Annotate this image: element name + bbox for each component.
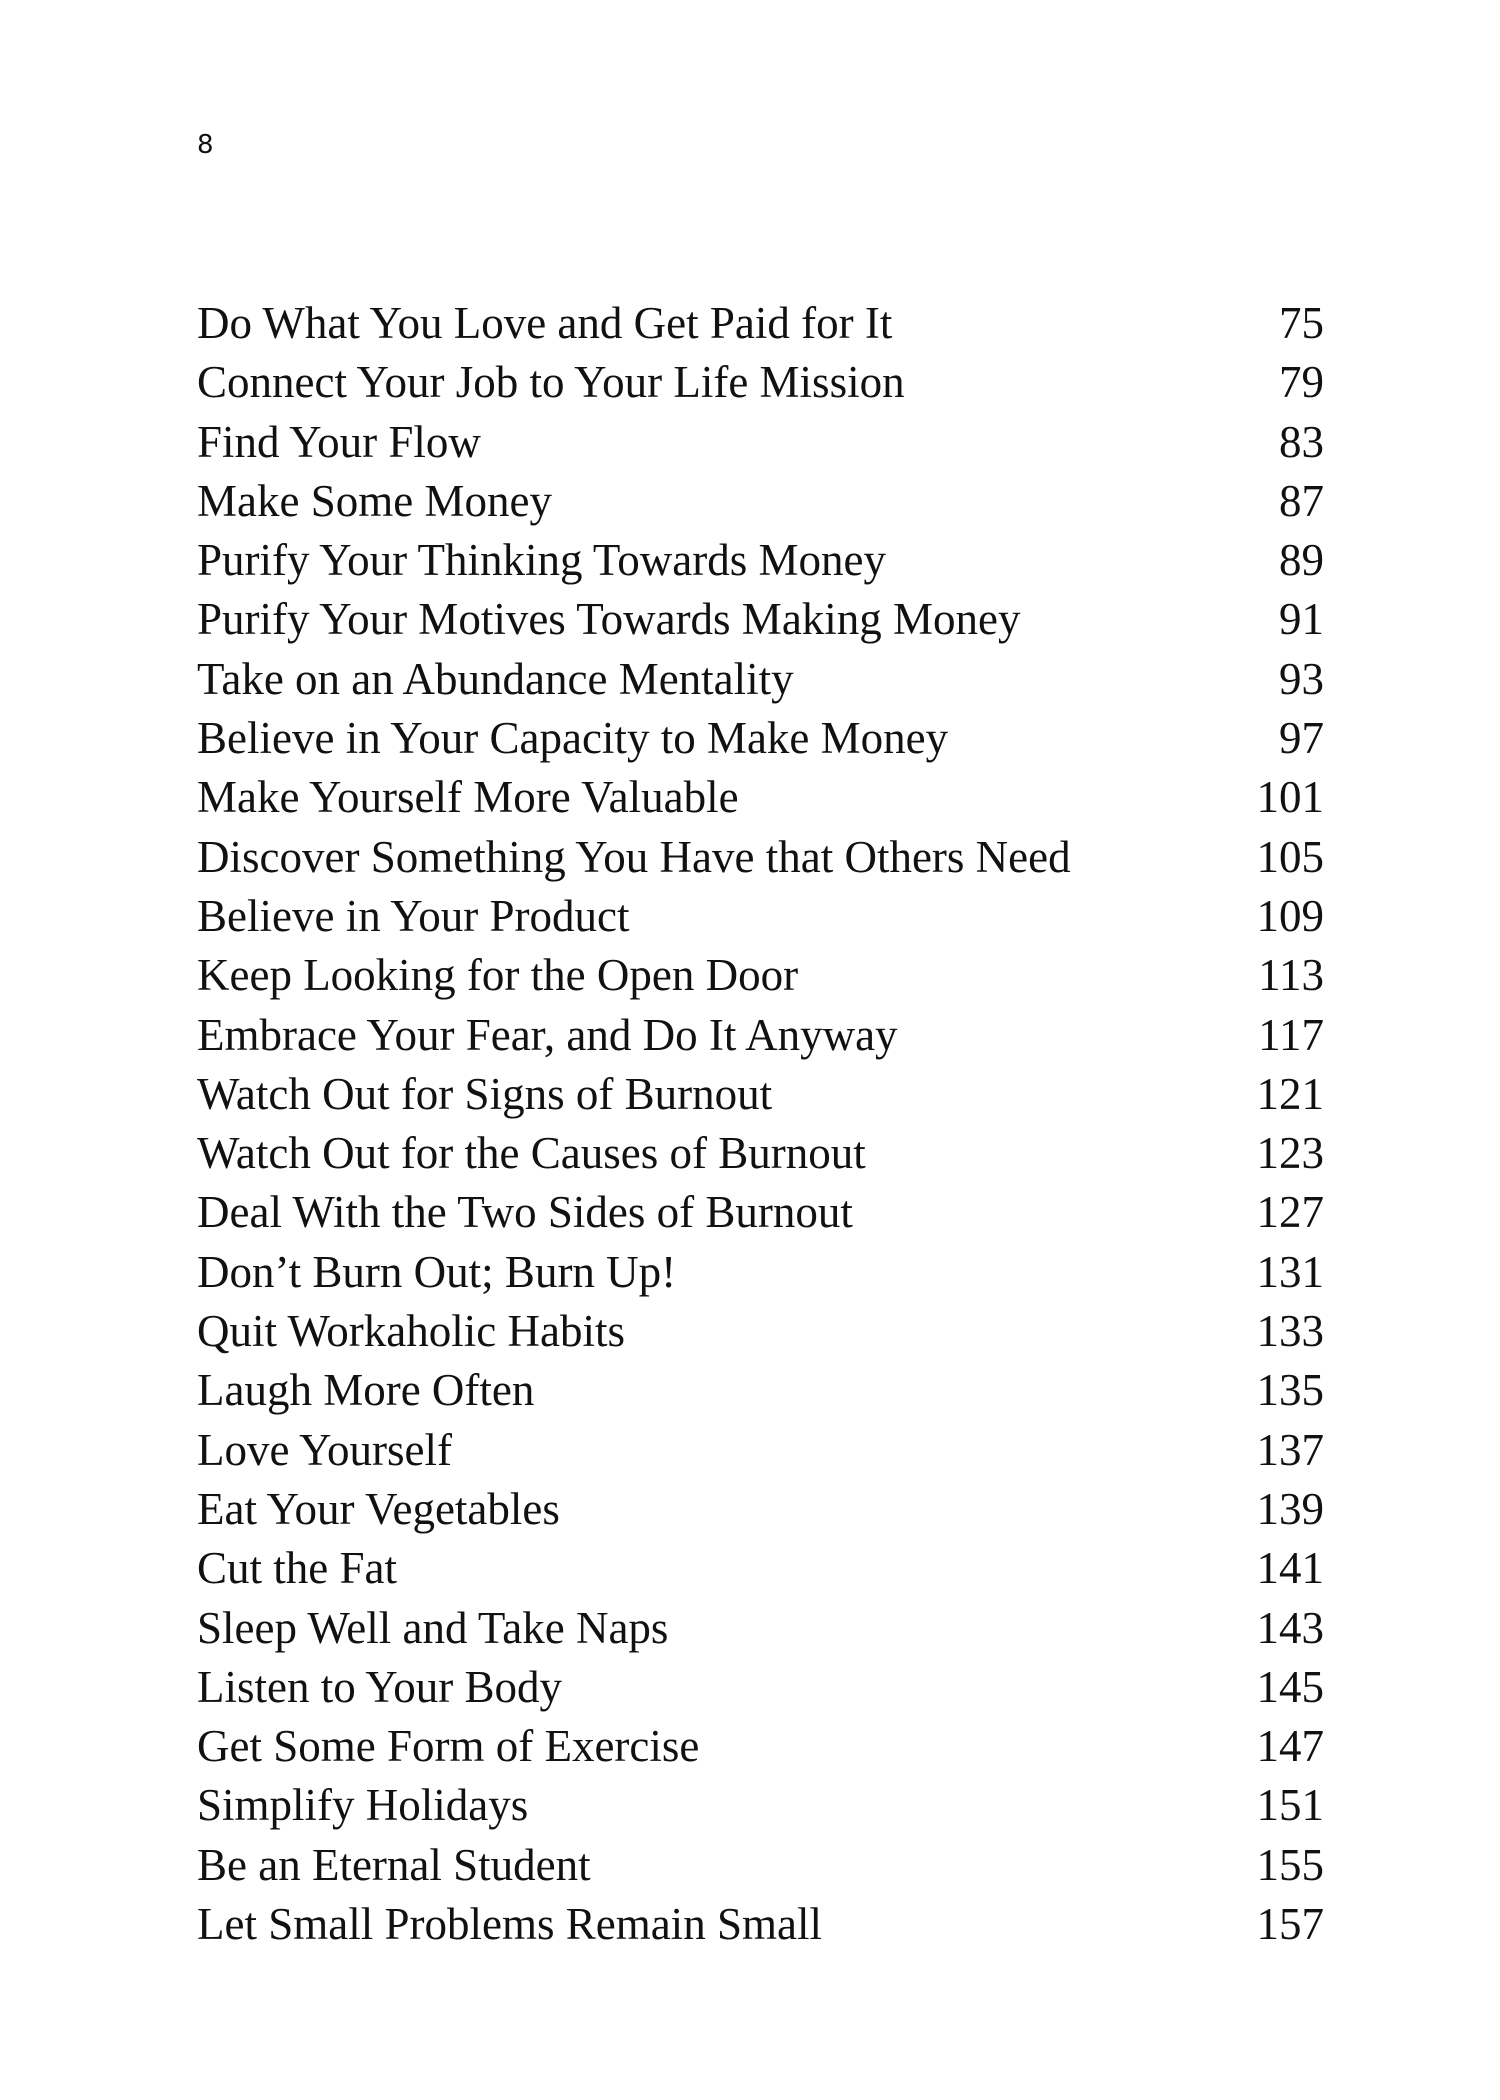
toc-entry-page: 151: [1256, 1780, 1324, 1831]
toc-entry-title: Purify Your Motives Towards Making Money: [197, 594, 1021, 645]
toc-entry-page: 79: [1279, 357, 1324, 408]
toc-entry[interactable]: [197, 887, 1324, 946]
toc-entry[interactable]: [197, 650, 1324, 709]
toc-entry-title: Be an Eternal Student: [197, 1839, 591, 1890]
toc-entry-title: Watch Out for Signs of Burnout: [197, 1068, 773, 1119]
toc-entry-page: 89: [1279, 535, 1324, 586]
toc-entry-page: 145: [1256, 1661, 1324, 1712]
toc-entry[interactable]: [197, 1421, 1324, 1480]
toc-entry-page: 109: [1256, 890, 1324, 941]
table-of-contents: [197, 294, 1324, 1954]
toc-entry-page: 105: [1256, 831, 1324, 882]
toc-entry-title: Sleep Well and Take Naps: [197, 1602, 669, 1653]
toc-entry-page: 97: [1279, 713, 1324, 764]
toc-entry-title: Embrace Your Fear, and Do It Anyway: [197, 1009, 898, 1060]
toc-entry[interactable]: [197, 1776, 1324, 1835]
toc-entry[interactable]: [197, 590, 1324, 649]
toc-entry[interactable]: [197, 1183, 1324, 1242]
page-number: 8: [197, 130, 214, 160]
toc-entry[interactable]: [197, 294, 1324, 353]
toc-entry-title: Love Yourself: [197, 1424, 452, 1475]
toc-entry-title: Eat Your Vegetables: [197, 1483, 560, 1534]
toc-entry-page: 141: [1256, 1543, 1324, 1594]
toc-entry[interactable]: [197, 1124, 1324, 1183]
toc-entry[interactable]: [197, 1717, 1324, 1776]
toc-entry-title: Get Some Form of Exercise: [197, 1721, 700, 1772]
toc-entry[interactable]: [197, 1658, 1324, 1717]
toc-entry[interactable]: [197, 1361, 1324, 1420]
toc-entry-page: 131: [1256, 1246, 1324, 1297]
toc-entry-page: 157: [1256, 1899, 1324, 1950]
toc-entry[interactable]: [197, 1539, 1324, 1598]
toc-entry-page: 133: [1256, 1306, 1324, 1357]
toc-entry-page: 117: [1258, 1009, 1324, 1060]
toc-entry-title: Deal With the Two Sides of Burnout: [197, 1187, 853, 1238]
toc-entry-title: Believe in Your Product: [197, 890, 630, 941]
toc-entry-page: 101: [1256, 772, 1324, 823]
toc-entry-title: Connect Your Job to Your Life Mission: [197, 357, 905, 408]
toc-entry[interactable]: [197, 709, 1324, 768]
toc-entry-page: 121: [1256, 1068, 1324, 1119]
toc-entry-page: 143: [1256, 1602, 1324, 1653]
toc-entry-page: 91: [1279, 594, 1324, 645]
toc-entry-page: 135: [1256, 1365, 1324, 1416]
toc-entry-title: Quit Workaholic Habits: [197, 1306, 625, 1357]
toc-entry[interactable]: [197, 828, 1324, 887]
toc-entry[interactable]: [197, 1599, 1324, 1658]
toc-entry-page: 127: [1256, 1187, 1324, 1238]
toc-entry[interactable]: [197, 1065, 1324, 1124]
toc-entry-page: 137: [1256, 1424, 1324, 1475]
toc-entry-title: Laugh More Often: [197, 1365, 535, 1416]
toc-entry[interactable]: [197, 946, 1324, 1005]
toc-entry-title: Find Your Flow: [197, 416, 481, 467]
toc-entry-title: Believe in Your Capacity to Make Money: [197, 713, 949, 764]
toc-entry-title: Simplify Holidays: [197, 1780, 529, 1831]
toc-entry-page: 75: [1279, 298, 1324, 348]
toc-entry[interactable]: [197, 1243, 1324, 1302]
toc-entry[interactable]: [197, 353, 1324, 412]
toc-entry-title: Don’t Burn Out; Burn Up!: [197, 1246, 677, 1297]
toc-entry-title: Make Yourself More Valuable: [197, 772, 739, 823]
toc-entry[interactable]: [197, 531, 1324, 590]
toc-entry-title: Discover Something You Have that Others Need: [197, 831, 1071, 882]
toc-entry-title: Make Some Money: [197, 475, 552, 526]
toc-entry-page: 87: [1279, 475, 1324, 526]
toc-entry-page: 147: [1256, 1721, 1324, 1772]
toc-entry[interactable]: [197, 1302, 1324, 1361]
toc-entry-title: Purify Your Thinking Towards Money: [197, 535, 886, 586]
toc-entry-page: 123: [1256, 1128, 1324, 1179]
toc-entry-page: 155: [1256, 1839, 1324, 1890]
toc-entry[interactable]: [197, 1836, 1324, 1895]
toc-entry-title: Do What You Love and Get Paid for It: [197, 298, 893, 348]
toc-entry-page: 139: [1256, 1483, 1324, 1534]
toc-entry[interactable]: [197, 1006, 1324, 1065]
toc-entry-page: 83: [1279, 416, 1324, 467]
toc-entry[interactable]: [197, 1480, 1324, 1539]
toc-entry[interactable]: [197, 413, 1324, 472]
toc-entry-title: Keep Looking for the Open Door: [197, 950, 799, 1001]
toc-entry-page: 93: [1279, 653, 1324, 704]
toc-entry[interactable]: [197, 472, 1324, 531]
toc-entry-page: 113: [1258, 950, 1324, 1001]
toc-entry[interactable]: [197, 1895, 1324, 1954]
toc-entry-title: Listen to Your Body: [197, 1661, 563, 1712]
toc-entry[interactable]: [197, 768, 1324, 827]
toc-entry-title: Let Small Problems Remain Small: [197, 1899, 822, 1950]
toc-entry-title: Cut the Fat: [197, 1543, 397, 1594]
toc-entry-title: Take on an Abundance Mentality: [197, 653, 794, 704]
toc-entry-title: Watch Out for the Causes of Burnout: [197, 1128, 866, 1179]
